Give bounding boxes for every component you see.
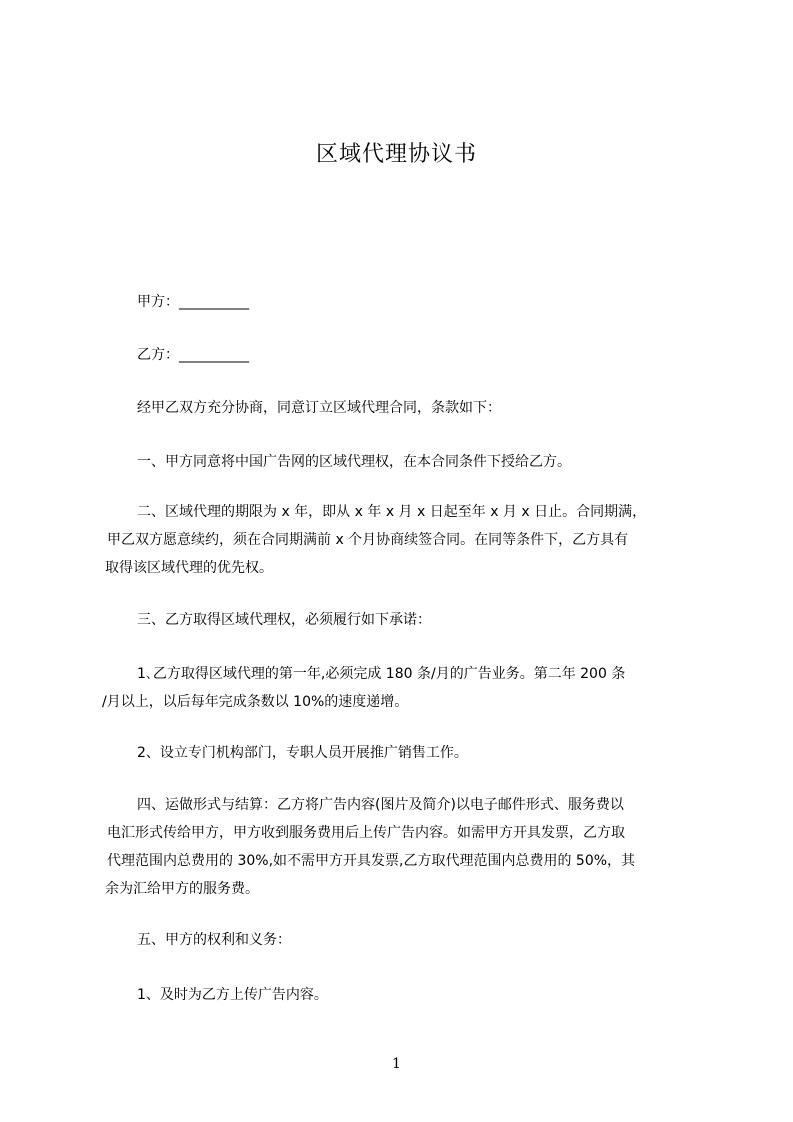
page-number: 1 [392, 1056, 401, 1072]
clause-3-paragraph: 三、乙方取得区域代理权，必须履行如下承诺： [137, 612, 431, 628]
clause-2-line: 取得该区域代理的优先权。 [105, 560, 273, 576]
clause-5-item-1-paragraph: 1、及时为乙方上传广告内容。 [137, 987, 328, 1003]
clause-5-paragraph: 五、甲方的权利和义务： [137, 932, 291, 948]
clause-4-line: 代理范围内总费用的 30%,如不需甲方开具发票,乙方取代理范围内总费用的 50%，其 [107, 853, 636, 869]
clause-3-item-1-line: 1､乙方取得区域代理的第一年,必须完成 180 条/月的广告业务。第二年 200 条 [137, 666, 626, 682]
party-a-line: 甲方：__________ [137, 294, 249, 310]
document-title: 区域代理协议书 [315, 142, 477, 167]
clause-2-line: 二、区域代理的期限为 x 年，即从 x 年 x 月 x 日起至年 x 月 x 日止。合同期满， [137, 504, 647, 520]
clause-4-line: 电汇形式传给甲方，甲方收到服务费用后上传广告内容。如需甲方开具发票，乙方取 [107, 825, 625, 841]
clause-2-line: 甲乙双方愿意续约，须在合同期满前 x 个月协商续签合同。在同等条件下，乙方具有 [107, 532, 629, 548]
clause-2-paragraph [100, 498, 700, 582]
preamble-paragraph: 经甲乙双方充分协商，同意订立区域代理合同，条款如下： [137, 400, 501, 416]
party-b-line: 乙方：__________ [137, 347, 249, 363]
clause-3-item-1-line: /月以上，以后每年完成条数以 10%的速度递增。 [102, 694, 409, 710]
clause-4-paragraph [100, 791, 700, 903]
clause-4-line: 余为汇给甲方的服务费。 [105, 881, 259, 897]
clause-3-item-1-paragraph [100, 660, 700, 716]
clause-3-item-2-paragraph: 2、设立专门机构部门，专职人员开展推广销售工作。 [137, 745, 468, 761]
clause-4-line: 四、运做形式与结算：乙方将广告内容(图片及简介)以电子邮件形式、服务费以 [137, 797, 624, 813]
clause-1-paragraph: 一、甲方同意将中国广告网的区域代理权，在本合同条件下授给乙方。 [137, 454, 571, 470]
